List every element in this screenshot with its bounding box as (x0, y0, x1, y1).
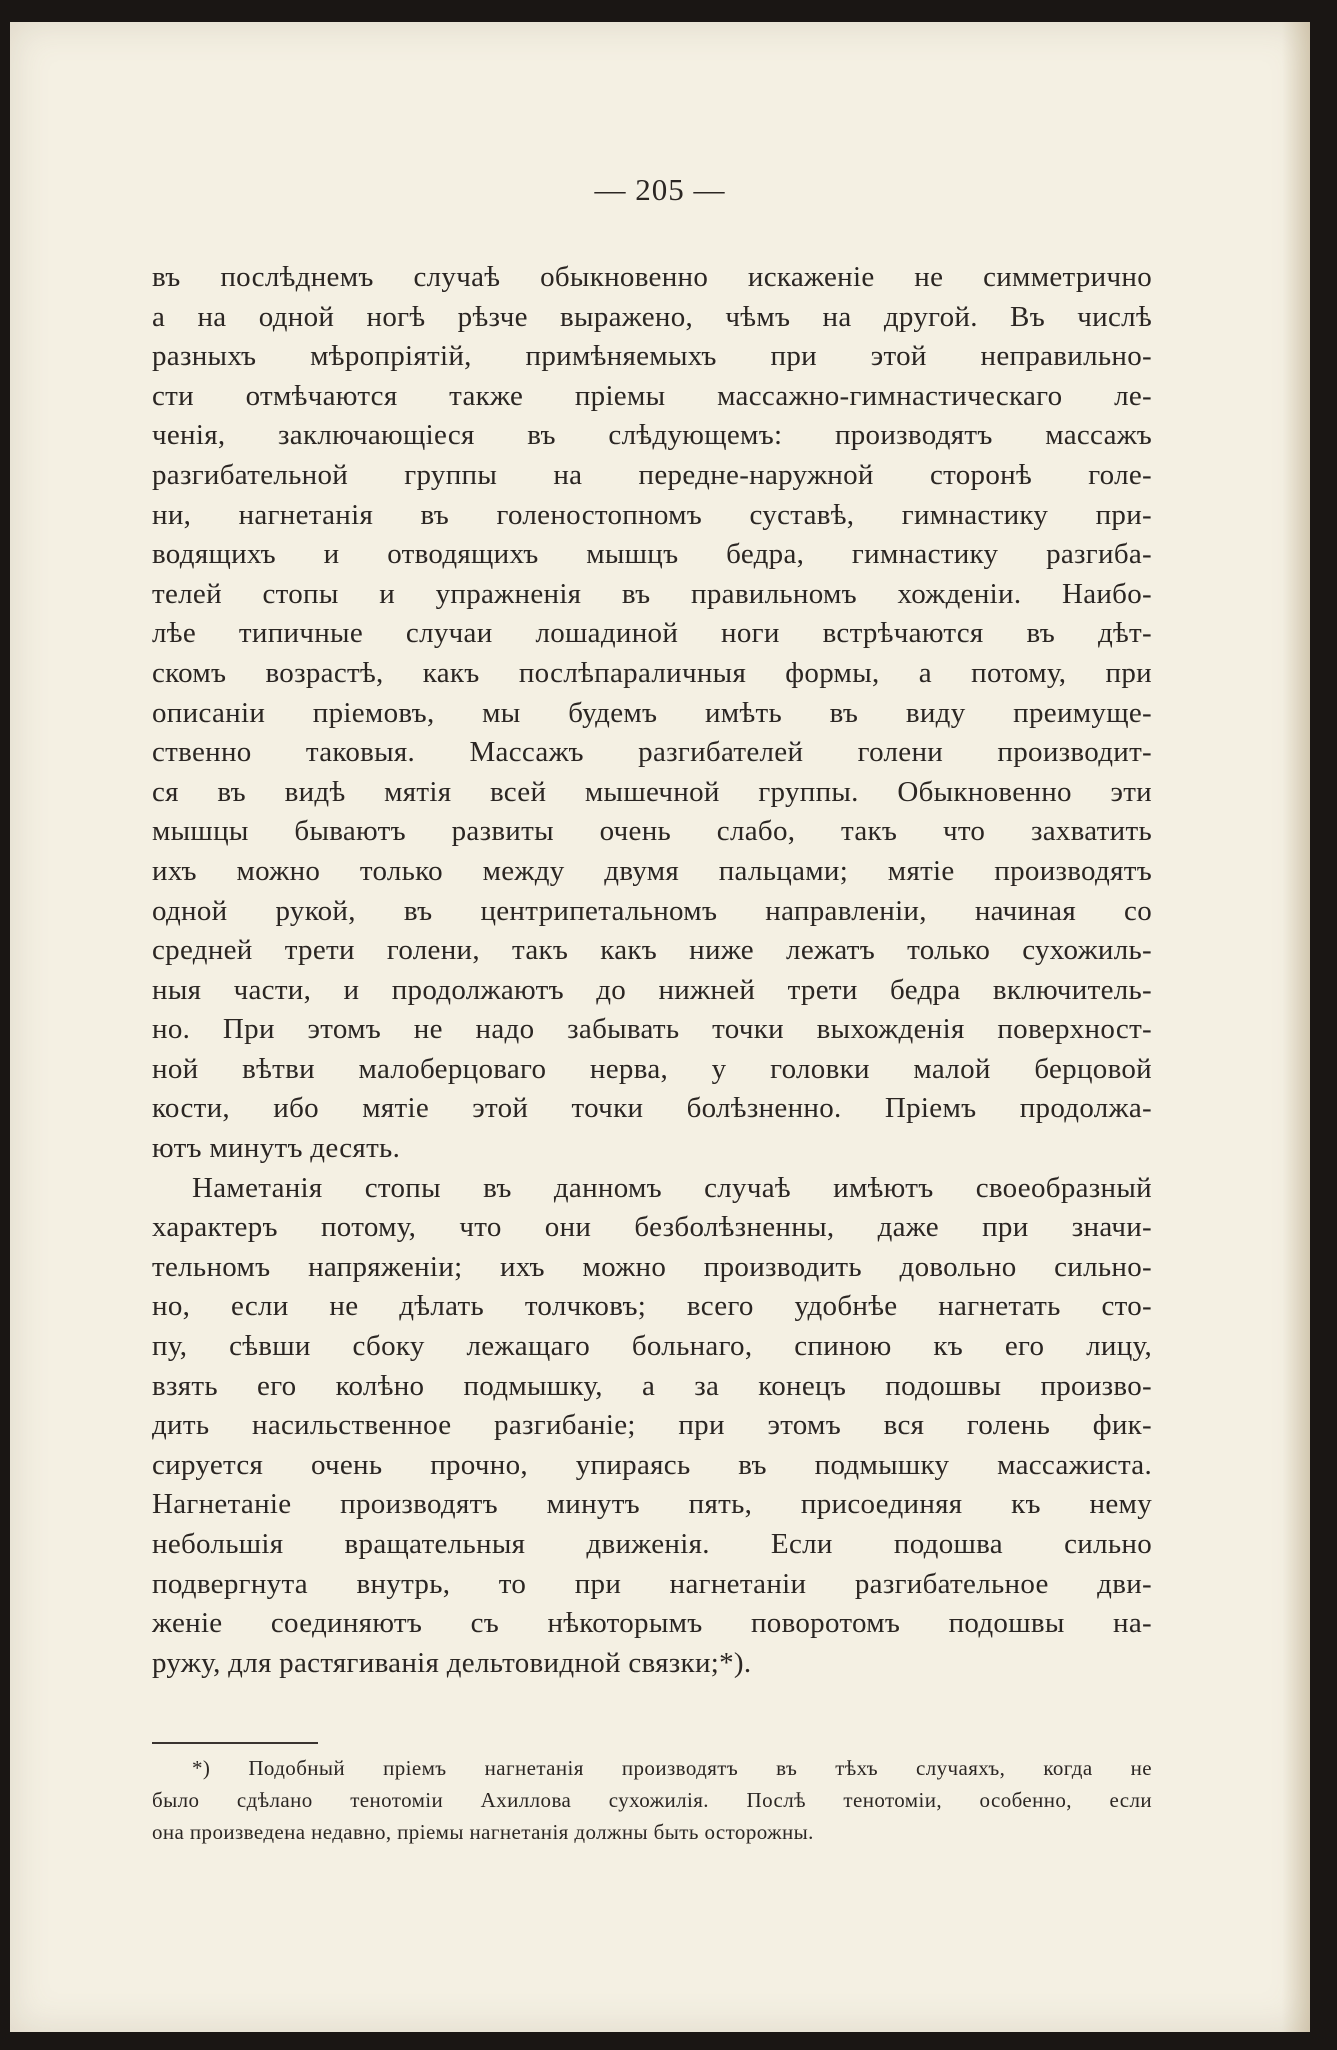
text-line: ныя части, и продолжаютъ до нижней трети бедра включитель- (152, 973, 1152, 1006)
text-line: разныхъ мѣропріятій, примѣняемыхъ при этой неправильно- (152, 340, 1152, 373)
paragraph-2 (152, 1169, 1152, 1684)
text-line: взять его колѣно подмышку, а за конецъ подошвы произво- (152, 1369, 1152, 1402)
text-line: ружу, для растягиванія дельтовидной связки;*). (152, 1646, 752, 1679)
text-line: въ послѣднемъ случаѣ обыкновенно искаженіе не симметрично (152, 261, 1152, 293)
footnote-line: было сдѣлано тенотоміи Ахиллова сухожилія. Послѣ тенотоміи, особенно, если (152, 1788, 1152, 1812)
text-line: Наметанія стопы въ данномъ случаѣ имѣютъ своеобразный (192, 1171, 1152, 1204)
text-line: но, если не дѣлать толчковъ; всего удобнѣе нагнетать сто- (152, 1290, 1152, 1323)
text-line: телей стопы и упражненія въ правильномъ хожденіи. Наибо- (152, 577, 1152, 610)
footnote-line: *) Подобный пріемъ нагнетанія производятъ въ тѣхъ случаяхъ, когда не (192, 1756, 1152, 1780)
paragraph-1 (152, 258, 1152, 1169)
main-text (152, 258, 1152, 1683)
text-line: лѣе типичные случаи лошадиной ноги встрѣчаются въ дѣт- (152, 617, 1152, 650)
text-line: пу, сѣвши сбоку лежащаго больнаго, спиною къ его лицу, (152, 1330, 1152, 1363)
page-fold-shadow (1282, 22, 1310, 2032)
text-line: а на одной ногѣ рѣзче выражено, чѣмъ на другой. Въ числѣ (152, 300, 1152, 333)
text-line: сти отмѣчаются также пріемы массажно-гимнастическаго ле- (152, 379, 1152, 412)
text-line: разгибательной группы на передне-наружной сторонѣ голе- (152, 458, 1152, 491)
text-line: дить насильственное разгибаніе; при этомъ вся голень фик- (152, 1409, 1152, 1442)
book-page (10, 22, 1310, 2032)
text-line: ственно таковыя. Массажъ разгибателей голени производит- (152, 736, 1152, 769)
footnote (152, 1752, 1152, 1848)
text-line: сируется очень прочно, упираясь въ подмышку массажиста. (152, 1448, 1152, 1481)
text-line: средней трети голени, такъ какъ ниже лежатъ только сухожиль- (152, 934, 1152, 967)
text-line: ной вѣтви малоберцоваго нерва, у головки малой берцовой (152, 1052, 1152, 1085)
footnote-line: она произведена недавно, пріемы нагнетанія должны быть осторожны. (152, 1820, 814, 1844)
text-line: ся въ видѣ мятія всей мышечной группы. Обыкновенно эти (152, 775, 1152, 808)
text-line: ченія, заключающіеся въ слѣдующемъ: производятъ массажъ (152, 419, 1152, 452)
text-line: но. При этомъ не надо забывать точки выхожденія поверхност- (152, 1013, 1152, 1046)
text-line: ихъ можно только между двумя пальцами; мятіе производятъ (152, 854, 1152, 887)
page-number: — 205 — (594, 172, 726, 207)
text-line: ни, нагнетанія въ голеностопномъ суставѣ, гимнастику при- (152, 498, 1152, 531)
text-line: тельномъ напряженіи; ихъ можно производить довольно сильно- (152, 1250, 1152, 1283)
text-line: описаніи пріемовъ, мы будемъ имѣть въ виду преимуще- (152, 696, 1152, 729)
text-line: ютъ минутъ десять. (152, 1132, 401, 1165)
text-line: небольшія вращательныя движенія. Если подошва сильно (152, 1528, 1152, 1560)
text-line: подвергнута внутрь, то при нагнетаніи разгибательное дви- (152, 1567, 1152, 1600)
text-line: одной рукой, въ центрипетальномъ направленіи, начиная со (152, 894, 1152, 927)
text-line: женіе соединяютъ съ нѣкоторымъ поворотомъ подошвы на- (152, 1607, 1152, 1640)
text-line: характеръ потому, что они безболѣзненны, даже при значи- (152, 1211, 1152, 1244)
text-line: мышцы бываютъ развиты очень слабо, такъ что захватить (152, 815, 1152, 848)
text-line: водящихъ и отводящихъ мышцъ бедра, гимнастику разгиба- (152, 538, 1152, 571)
text-line: Нагнетаніе производятъ минутъ пять, присоединяя къ нему (152, 1488, 1152, 1521)
text-line: кости, ибо мятіе этой точки болѣзненно. Пріемъ продолжа- (152, 1092, 1152, 1125)
footnote-divider (152, 1742, 318, 1744)
text-line: скомъ возрастѣ, какъ послѣпараличныя формы, а потому, при (152, 656, 1152, 689)
